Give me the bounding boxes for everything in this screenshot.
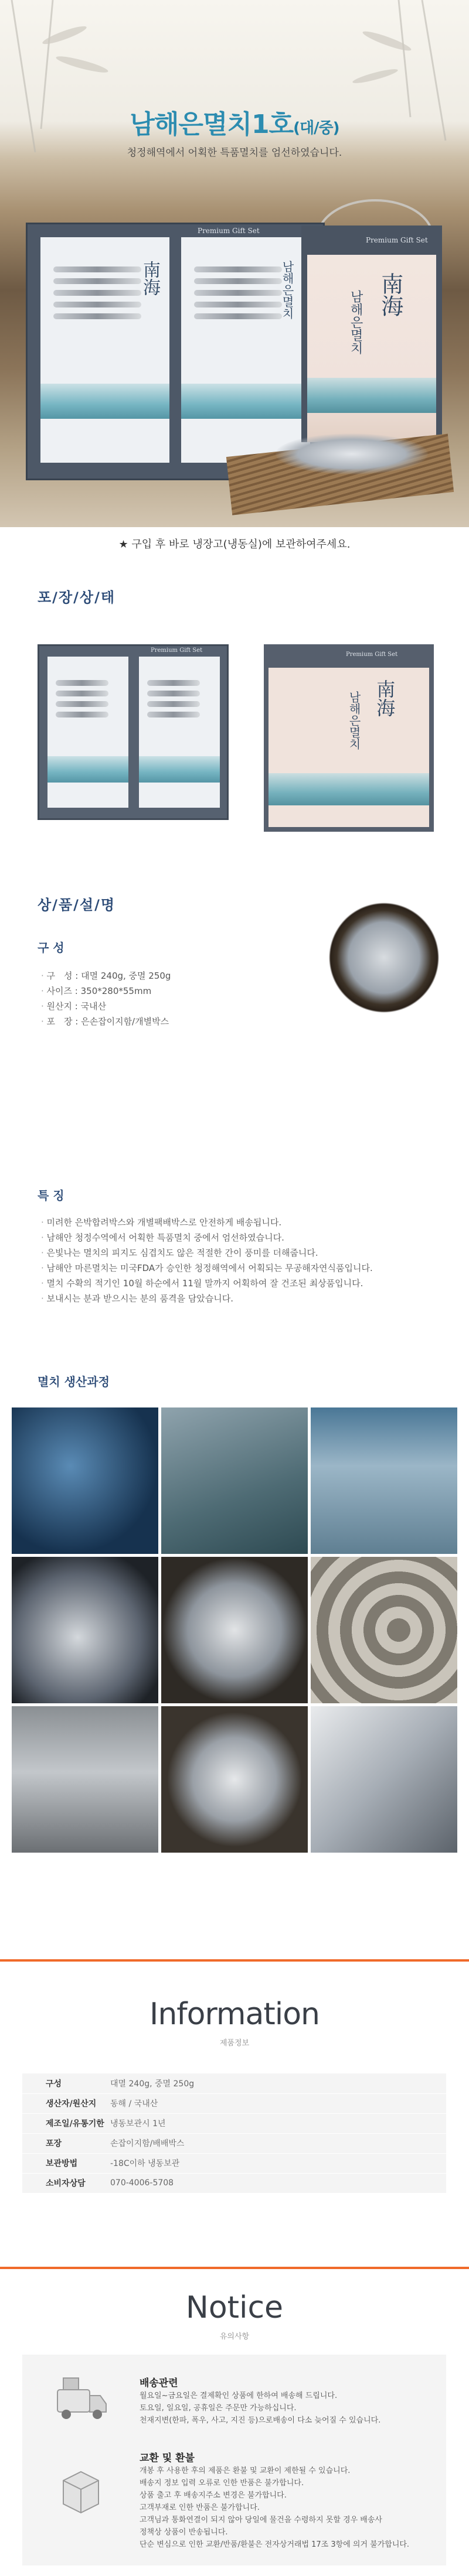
notice-line: 고객부재로 인한 반품은 불가합니다. [140, 2503, 260, 2512]
notice-subtitle: 유의사항 [219, 2332, 250, 2341]
anchovy-bowl-photo [328, 902, 440, 1013]
info-key: 구성 [22, 2073, 110, 2093]
bag-label: Premium Gift Set [366, 236, 428, 244]
features-section [0, 1180, 469, 1372]
delivery-lines [140, 2390, 439, 2427]
photo-drying-tray [161, 1557, 308, 1703]
product-description-section [0, 887, 469, 1180]
table-row [22, 2133, 446, 2153]
hero-subtitle: 청정해역에서 어획한 특품멸치를 엄선하였습니다. [127, 147, 342, 159]
information-title: Information [149, 1997, 320, 2032]
exchange-lines [140, 2465, 439, 2551]
information-section [0, 1959, 469, 2267]
notice-section [0, 2267, 469, 2576]
notice-line: 고객님과 통화연결이 되지 않아 당일에 물건을 수령하지 못할 경우 배송사 [140, 2516, 382, 2524]
bag-face [307, 255, 436, 442]
fish-row [194, 267, 282, 272]
brand-hanja: 南海 [140, 261, 160, 296]
spec-item: · 구 성 : 대멸 240g, 중멸 250g [41, 968, 469, 983]
info-key: 소비자상담 [22, 2173, 110, 2193]
storage-notice: ★ 구입 후 바로 냉장고(냉동실)에 보관하여주세요. [0, 527, 469, 562]
bag-label: Premium Gift Set [346, 651, 398, 658]
information-subtitle: 제품정보 [219, 2039, 250, 2048]
fish-row [147, 712, 200, 718]
table-row [22, 2173, 446, 2193]
table-row [22, 2113, 446, 2133]
photo-drying-racks [311, 1557, 457, 1703]
packaging-closed-bag [264, 644, 434, 832]
packaging-section [0, 562, 469, 887]
fish-row [194, 278, 282, 284]
info-value: 동해 / 국내산 [110, 2093, 446, 2113]
notice-line: 월요일~금요일은 결제확인 상품에 한하여 배송해 드립니다. [140, 2391, 338, 2400]
fish-row [56, 691, 108, 696]
fish-row [53, 278, 141, 284]
notice-line: 단순 변심으로 인한 교환/반품/환불은 전자상거래법 17조 3항에 의거 불가합니다. [140, 2540, 410, 2549]
wave-graphic [181, 384, 310, 419]
notice-box [22, 2355, 446, 2565]
feature-item: · 은빛나는 멸치의 피지도 심겹치도 않은 적절한 간이 풍미를 더해줍니다. [41, 1245, 469, 1260]
feature-item: · 보내시는 분과 받으시는 분의 품격을 담았습니다. [41, 1291, 469, 1306]
table-row [22, 2073, 446, 2093]
bag-brand-name: 남해은멸치 [348, 290, 363, 354]
info-value: 냉동보관시 1년 [110, 2113, 446, 2133]
hero-title [0, 103, 469, 141]
fish-row [147, 701, 200, 707]
info-value: 손잡이지함/배배박스 [110, 2133, 446, 2153]
photo-dried-anchovies [311, 1706, 457, 1853]
fish-row [194, 302, 282, 308]
package-box-icon [52, 2463, 110, 2516]
photo-baskets [161, 1706, 308, 1853]
feature-item: · 남해안 마른멸치는 미국FDA가 승인한 청정해역에서 어획되는 무공해자연식품입니다. [41, 1260, 469, 1276]
info-key: 보관방법 [22, 2153, 110, 2173]
production-gallery [12, 1407, 457, 1853]
packaging-title: 포/장/상/태 [38, 589, 116, 606]
photo-boiling-basket [12, 1557, 158, 1703]
box-compartment-left [40, 237, 169, 463]
box-compartment-left [47, 657, 128, 808]
gift-bag [301, 226, 442, 442]
spec-item: · 원산지 : 국내산 [41, 999, 469, 1014]
feature-item: · 미려한 은박합려박스와 개별팩배박스로 안전하게 배송됩니다. [41, 1215, 469, 1230]
features-title: 특 징 [38, 1188, 64, 1202]
info-value: 070-4006-5708 [110, 2173, 446, 2193]
fish-row [53, 290, 141, 296]
bag-face [269, 668, 429, 827]
feature-item: · 남해안 청정수역에서 어획한 특품멸치 중에서 엄선하였습니다. [41, 1230, 469, 1245]
hero-section [0, 0, 469, 527]
delivery-truck-icon [52, 2372, 110, 2425]
wave-graphic [40, 384, 169, 419]
notice-line: 천재지변(한파, 폭우, 사고, 지진 등)으로배송이 다소 늦어질 수 있습니다. [140, 2416, 381, 2425]
fish-row [147, 691, 200, 696]
spec-item: · 사이즈 : 350*280*55mm [41, 983, 469, 999]
section-divider [0, 1959, 469, 1962]
product-title: 상/품/설/명 [38, 897, 116, 913]
wave-graphic [139, 756, 220, 783]
photo-sorting [12, 1706, 158, 1853]
photo-catch-splash [311, 1407, 457, 1554]
info-key: 생산자/원산지 [22, 2093, 110, 2113]
anchovy-pile [276, 433, 428, 474]
notice-line: 배송지 정보 입력 오류로 인한 반품은 불가합니다. [140, 2479, 304, 2488]
fish-row [56, 680, 108, 686]
wave-graphic [307, 378, 436, 413]
spec-item: · 포 장 : 은손잡이지함/개별박스 [41, 1014, 469, 1029]
info-value: -18C이하 냉동보관 [110, 2153, 446, 2173]
fish-row [53, 313, 141, 319]
bag-brand-hanja: 南海 [377, 272, 403, 317]
box-label: Premium Gift Set [151, 647, 203, 654]
production-title: 멸치 생산과정 [38, 1375, 110, 1389]
info-key: 포장 [22, 2133, 110, 2153]
notice-line: 개봉 후 사용한 후의 제품은 환불 및 교환이 제한될 수 있습니다. [140, 2466, 351, 2475]
packaging-open-box [38, 644, 229, 820]
information-table [22, 2073, 446, 2194]
features-list [0, 1215, 469, 1306]
hero-title-sub: (대/중) [293, 119, 339, 137]
fish-row [194, 290, 282, 296]
exchange-title: 교환 및 환불 [140, 2452, 195, 2464]
delivery-title: 배송관련 [140, 2377, 178, 2389]
box-compartment-right [181, 237, 310, 463]
photo-school-of-fish [12, 1407, 158, 1554]
info-key: 제조일/유통기한 [22, 2113, 110, 2133]
table-row [22, 2093, 446, 2113]
hero-title-main: 남해은멸치1호 [130, 110, 294, 139]
production-section [0, 1372, 469, 1959]
feature-item: · 멸치 수확의 적기인 10월 하순에서 11월 말까지 어획하여 잘 건조된 최상품입니다. [41, 1276, 469, 1291]
wave-graphic [269, 773, 429, 805]
brand-name-vertical: 남해은멸치 [280, 261, 294, 319]
box-compartment-right [139, 657, 220, 808]
table-row [22, 2153, 446, 2173]
fish-row [194, 313, 282, 319]
notice-title: Notice [185, 2290, 284, 2325]
fish-row [53, 267, 141, 272]
fish-row [56, 701, 108, 707]
box-label: Premium Gift Set [198, 227, 260, 235]
gift-box-open [26, 223, 325, 480]
notice-line: 토요일, 일요일, 공휴일은 주문만 가능하십니다. [140, 2404, 297, 2413]
notice-line: 정책상 상품이 반송됩니다. [140, 2528, 228, 2537]
bag-brand-hanja: 南海 [373, 679, 396, 717]
wave-graphic [47, 756, 128, 783]
fish-row [56, 712, 108, 718]
fish-row [53, 302, 141, 308]
section-divider [0, 2267, 469, 2269]
info-value: 대멸 240g, 중멸 250g [110, 2073, 446, 2093]
notice-line: 상품 출고 후 배송지주소 변경은 불가합니다. [140, 2491, 287, 2500]
photo-fishing-net [161, 1407, 308, 1554]
fish-row [147, 680, 200, 686]
composition-title: 구 성 [38, 941, 64, 955]
bag-brand-name: 남해은멸치 [347, 691, 361, 750]
